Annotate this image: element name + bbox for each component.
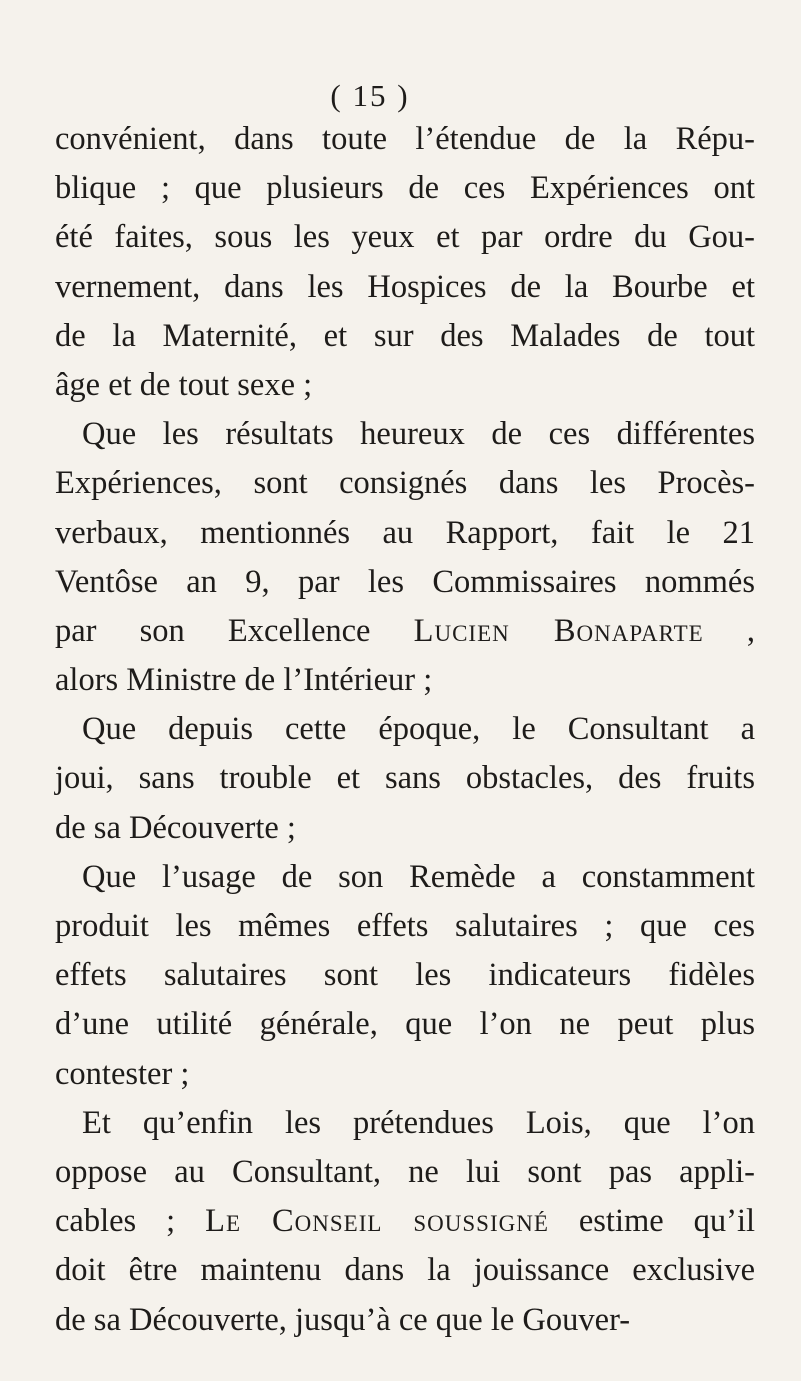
text-line: convénient, dans toute l’étendue de la Répu- bbox=[55, 121, 755, 157]
text-line: de la Maternité, et sur des Malades de tout bbox=[55, 317, 755, 354]
text-line: de sa Découverte, jusqu’à ce que le Gouver- bbox=[55, 1301, 631, 1338]
text-line: vernement, dans les Hospices de la Bourbe et bbox=[55, 268, 755, 305]
name-lucien-bonaparte: Lucien Bonaparte bbox=[413, 612, 704, 649]
text-line: Ventôse an 9, par les Commissaires nommés bbox=[55, 563, 755, 600]
text-line: blique ; que plusieurs de ces Expériences ont bbox=[55, 170, 755, 207]
paragraph-start-line: Que l’usage de son Remède a constamment bbox=[82, 858, 755, 895]
text-line: doit être maintenu dans la jouissance exclusive bbox=[55, 1252, 755, 1289]
text-segment: cables ; bbox=[55, 1203, 206, 1240]
text-line: d’une utilité générale, que l’on ne peut plus bbox=[55, 1006, 755, 1043]
paragraph-start-line: Que depuis cette époque, le Consultant a bbox=[82, 711, 755, 748]
text-line: Expériences, sont consignés dans les Procès- bbox=[55, 465, 755, 502]
page-number: ( 15 ) bbox=[330, 78, 410, 113]
text-line bbox=[55, 607, 755, 656]
le-conseil-soussigne: Le Conseil soussigné bbox=[205, 1203, 549, 1240]
text-line: oppose au Consultant, ne lui sont pas appli- bbox=[55, 1153, 755, 1190]
text-segment: estime qu’il bbox=[548, 1203, 755, 1240]
text-line: verbaux, mentionnés au Rapport, fait le 21 bbox=[55, 514, 755, 551]
text-line: de sa Découverte ; bbox=[55, 809, 296, 846]
text-segment: , bbox=[703, 612, 755, 649]
paragraph-start-line: Que les résultats heureux de ces différentes bbox=[82, 416, 755, 453]
body-text bbox=[55, 115, 755, 1345]
paragraph-start-line: Et qu’enfin les prétendues Lois, que l’on bbox=[82, 1104, 755, 1141]
text-line: contester ; bbox=[55, 1055, 190, 1092]
text-line: alors Ministre de l’Intérieur ; bbox=[55, 662, 433, 699]
text-line: produit les mêmes effets salutaires ; que ces bbox=[55, 908, 755, 944]
text-segment: par son Excellence bbox=[55, 612, 414, 649]
text-line: joui, sans trouble et sans obstacles, des fruits bbox=[55, 760, 755, 797]
text-line bbox=[55, 1197, 755, 1246]
text-line: effets salutaires sont les indicateurs fidèles bbox=[55, 957, 755, 994]
text-line: été faites, sous les yeux et par ordre du Gou- bbox=[55, 219, 755, 256]
text-line: âge et de tout sexe ; bbox=[55, 366, 313, 403]
